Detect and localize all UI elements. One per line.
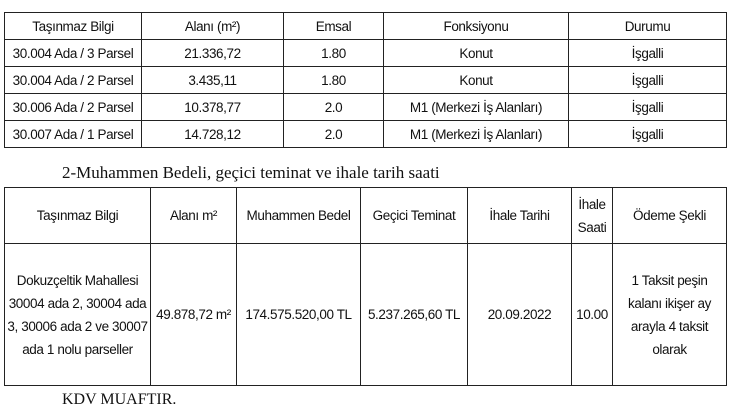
table-row [5,121,727,148]
cell: 10.00 [572,244,613,386]
cell: M1 (Merkezi İş Alanları) [384,121,569,148]
cell: Konut [384,67,569,94]
footer-note: KDV MUAFTIR. [62,391,177,408]
header-cell: Muhammen Bedel [237,188,361,244]
header-cell: Geçici Teminat [361,188,468,244]
table-row [5,40,727,67]
cell: 1 Taksit peşin kalanı ikişer ay arayla 4 taksit olarak [613,244,727,386]
header-cell: Taşınmaz Bilgi [5,188,151,244]
section-heading: 2-Muhammen Bedeli, geçici teminat ve ihale tarih saati [62,163,440,182]
cell: 1.80 [284,67,384,94]
cell: 14.728,12 [142,121,284,148]
header-cell: Durumu [569,13,727,40]
cell: 2.0 [284,121,384,148]
cell: İşgalli [569,40,727,67]
cell: 49.878,72 m² [151,244,237,386]
header-cell: İhale Tarihi [468,188,572,244]
header-cell: Fonksiyonu [384,13,569,40]
cell: 1.80 [284,40,384,67]
cell: 20.09.2022 [468,244,572,386]
header-cell: Ödeme Şekli [613,188,727,244]
cell: Konut [384,40,569,67]
cell: 30.004 Ada / 2 Parsel [5,67,142,94]
cell: 10.378,77 [142,94,284,121]
cell: 2.0 [284,94,384,121]
cell: 30.007 Ada / 1 Parsel [5,121,142,148]
header-cell: Alanı (m²) [142,13,284,40]
auction-table [4,187,727,386]
cell: İşgalli [569,121,727,148]
header-cell: Alanı m² [151,188,237,244]
cell: Dokuzçeltik Mahallesi 30004 ada 2, 30004 ada 3, 30006 ada 2 ve 30007 ada 1 nolu parseller [5,244,151,386]
cell: 5.237.265,60 TL [361,244,468,386]
cell: 30.006 Ada / 2 Parsel [5,94,142,121]
cell: İşgalli [569,94,727,121]
header-cell: Taşınmaz Bilgi [5,13,142,40]
header-cell: Emsal [284,13,384,40]
cell: 30.004 Ada / 3 Parsel [5,40,142,67]
cell: 174.575.520,00 TL [237,244,361,386]
cell: 21.336,72 [142,40,284,67]
cell: İşgalli [569,67,727,94]
table-header-row [5,13,727,40]
header-cell: İhale Saati [572,188,613,244]
cell: M1 (Merkezi İş Alanları) [384,94,569,121]
table-row [5,244,727,386]
table-header-row [5,188,727,244]
parcel-table [4,12,727,148]
table-row [5,67,727,94]
table-row [5,94,727,121]
cell: 3.435,11 [142,67,284,94]
